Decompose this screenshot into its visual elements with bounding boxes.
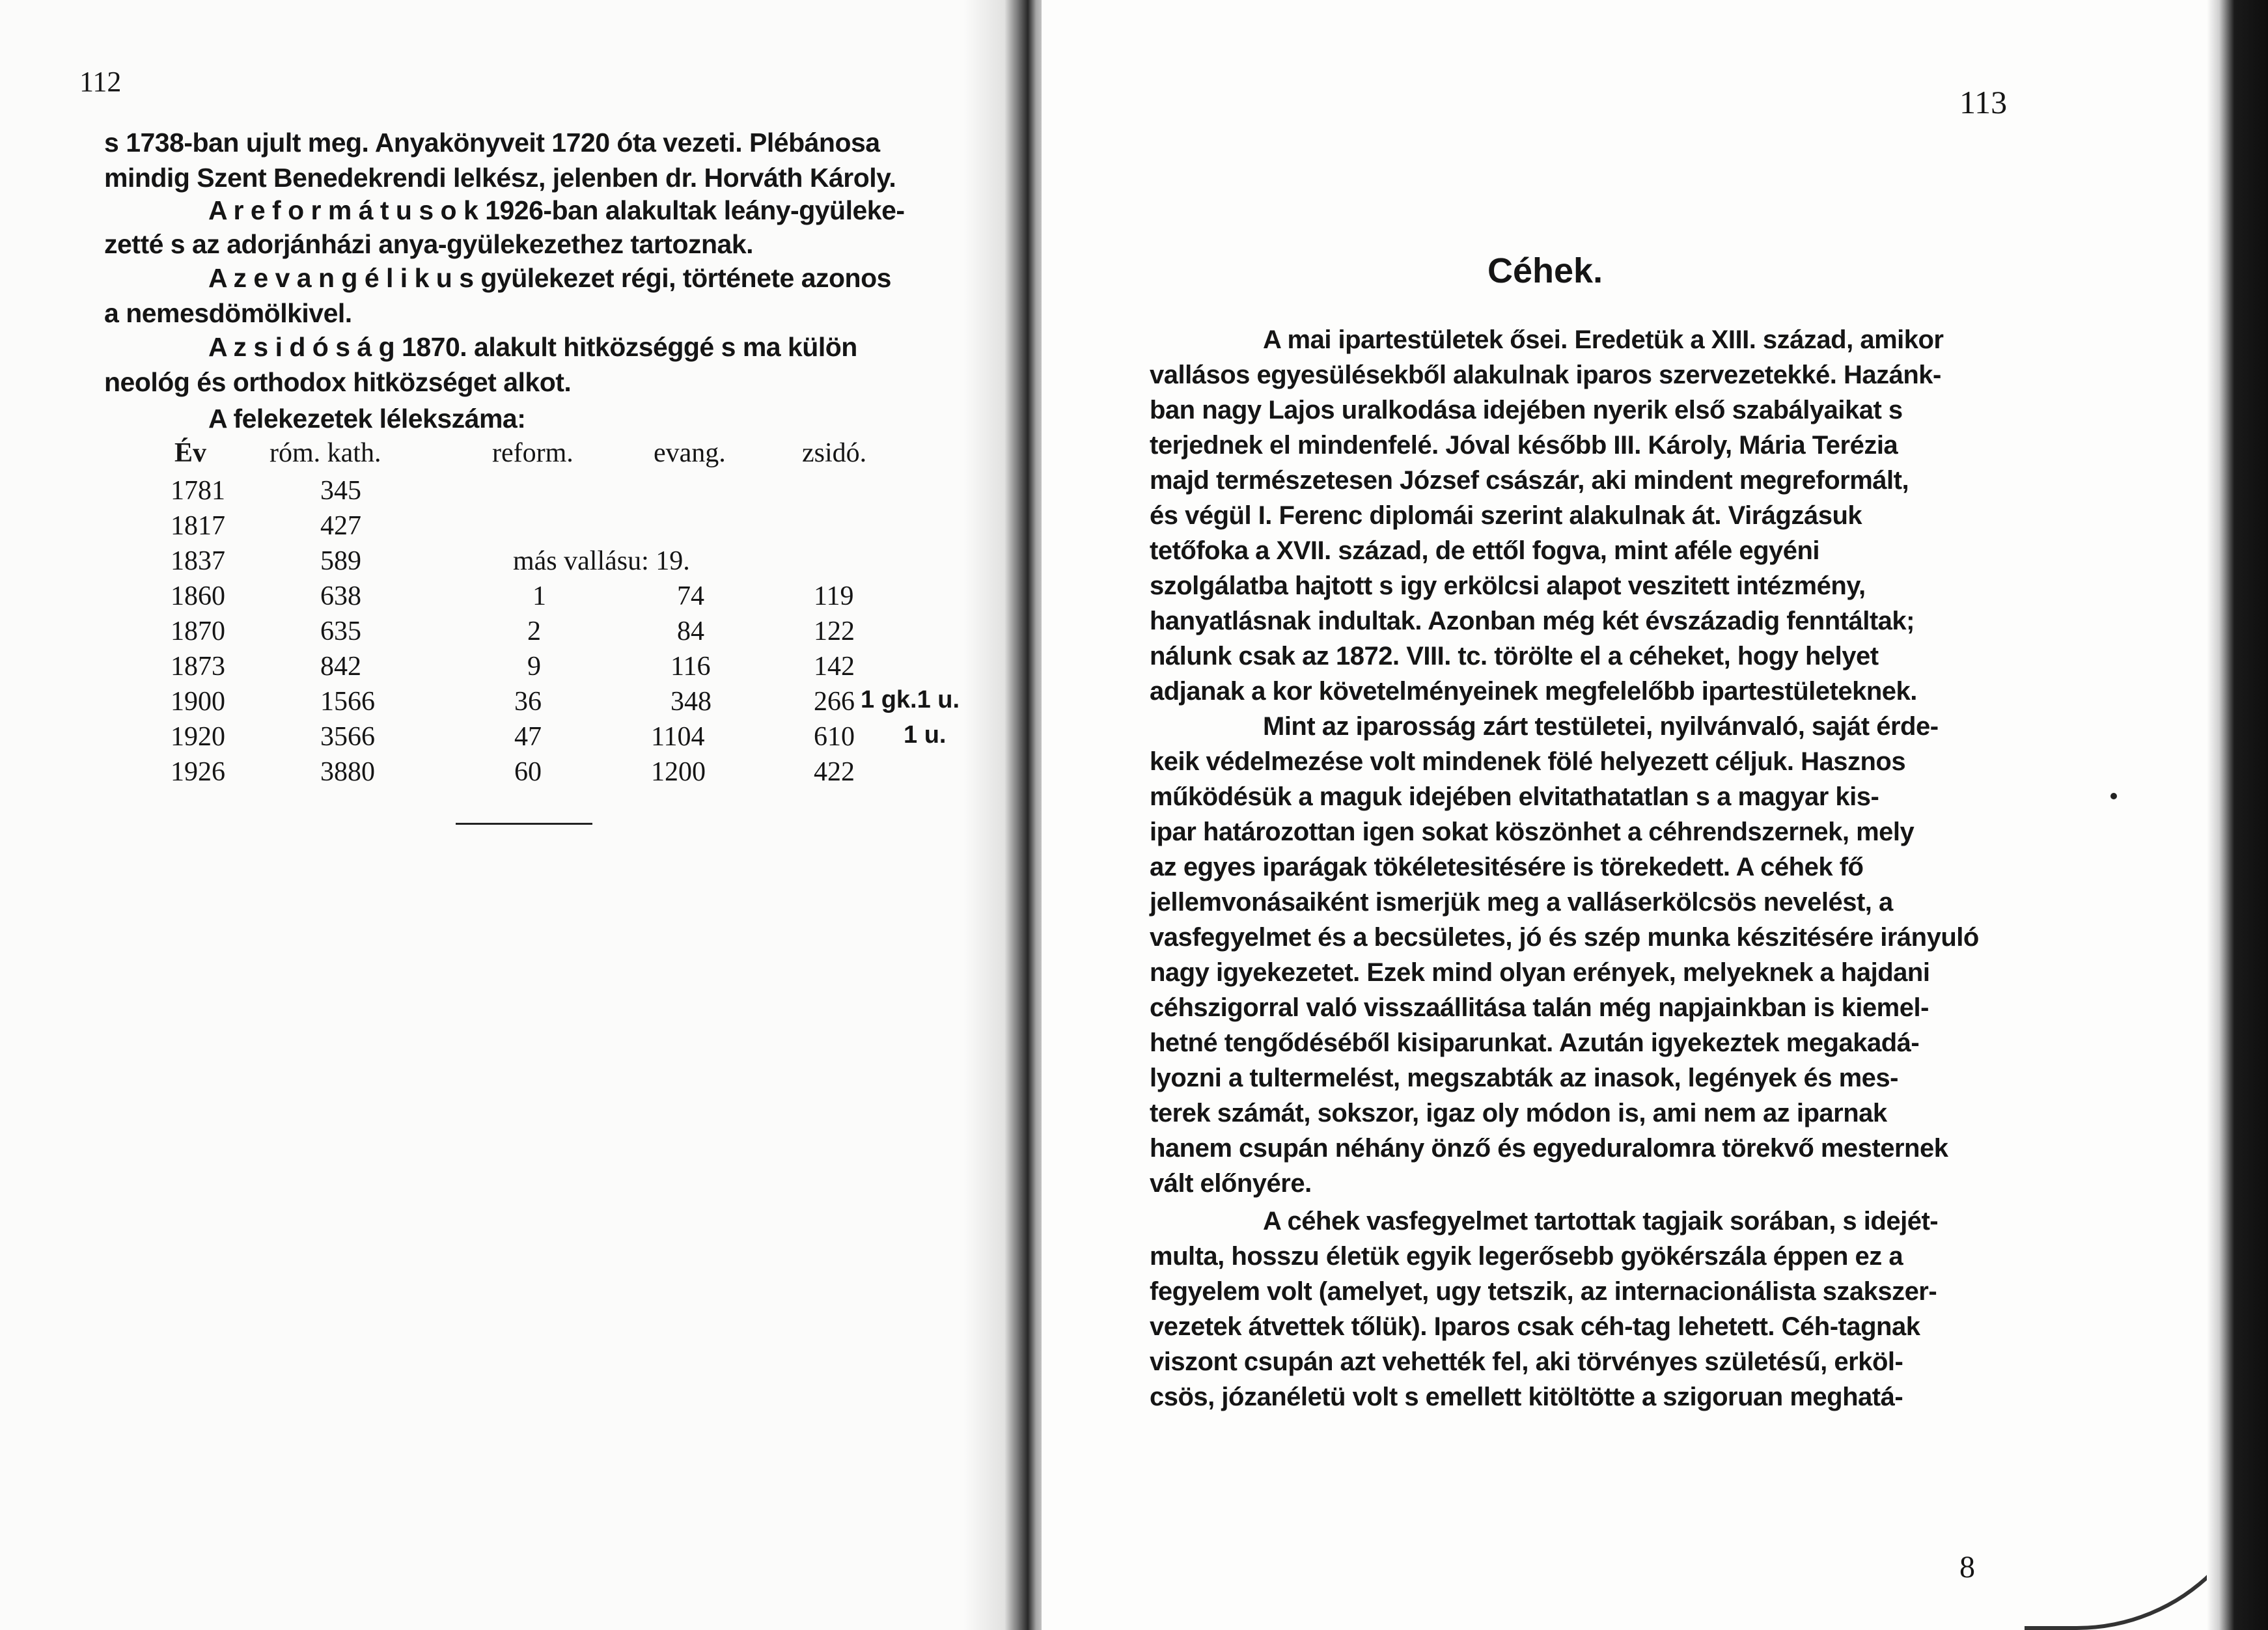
text-line: szolgálatba hajtott s igy erkölcsi alapot veszitett intézmény, bbox=[1150, 572, 1866, 600]
table-cell-jewish: 266 bbox=[814, 687, 855, 717]
table-cell-jewish: 122 bbox=[814, 616, 855, 646]
text-line: vasfegyelmet és a becsületes, jó és szép munka készitésére irányuló bbox=[1150, 923, 1979, 952]
text-line: nagy igyekezetet. Ezek mind olyan erények, melyeknek a hajdani bbox=[1150, 958, 1930, 987]
signature-number: 8 bbox=[1959, 1550, 1975, 1584]
page-number: 112 bbox=[79, 66, 122, 98]
table-cell-catholic: 635 bbox=[320, 616, 361, 646]
table-cell-reformed: 60 bbox=[514, 757, 542, 787]
text-line: keik védelmezése volt mindenek fölé helyezett céljuk. Hasznos bbox=[1150, 747, 1906, 776]
table-cell-year: 1920 bbox=[171, 722, 225, 752]
table-cell-evangelical: 84 bbox=[677, 616, 704, 646]
table-cell-reformed: 1 bbox=[532, 581, 546, 611]
text-line: nálunk csak az 1872. VIII. tc. törölte el a céheket, hogy helyet bbox=[1150, 642, 1879, 670]
text-line: A z e v a n g é l i k u s gyülekezet régi, története azonos bbox=[208, 263, 891, 293]
table-cell-footnote: 1 u. bbox=[904, 721, 947, 749]
book-edge-shadow bbox=[2207, 0, 2268, 1630]
table-cell-year: 1870 bbox=[171, 616, 225, 646]
text-line: csös, józanéletü volt s emellett kitöltötte a szigoruan meghatá- bbox=[1150, 1383, 1903, 1411]
text-line: A r e f o r m á t u s o k 1926-ban alakultak leány-gyüleke- bbox=[208, 195, 905, 225]
table-cell-year: 1926 bbox=[171, 757, 225, 787]
text-line: ban nagy Lajos uralkodása idejében nyerik első szabályaikat s bbox=[1150, 396, 1903, 424]
text-line: A céhek vasfegyelmet tartottak tagjaik sorában, s idejét- bbox=[1263, 1207, 1939, 1236]
table-cell-catholic: 345 bbox=[320, 476, 361, 506]
text-line: neológ és orthodox hitközséget alkot. bbox=[104, 367, 572, 397]
text-line: tetőfoka a XVII. század, de ettől fogva, mint aféle egyéni bbox=[1150, 536, 1820, 565]
text-line: mindig Szent Benedekrendi lelkész, jelenben dr. Horváth Károly. bbox=[104, 163, 896, 193]
text-line: A mai ipartestületek ősei. Eredetük a XIII. század, amikor bbox=[1263, 325, 1944, 354]
table-cell-year: 1873 bbox=[171, 652, 225, 682]
text-line: A felekezetek lélekszáma: bbox=[208, 404, 526, 434]
table-cell-catholic: 427 bbox=[320, 511, 361, 541]
table-header-reformed: reform. bbox=[492, 438, 574, 468]
table-header-jewish: zsidó. bbox=[802, 438, 867, 468]
text-line: a nemesdömölkivel. bbox=[104, 298, 352, 328]
table-cell-reformed: 9 bbox=[527, 652, 541, 682]
table-cell-evangelical: 1104 bbox=[651, 722, 705, 752]
chapter-title: Céhek. bbox=[1487, 251, 1603, 290]
table-cell-reformed: 36 bbox=[514, 687, 542, 717]
text-line: céhszigorral való visszaállitása talán még napjainkban is kiemel- bbox=[1150, 993, 1929, 1022]
text-line: vezetek átvettek tőlük). Iparos csak céh-tag lehetett. Céh-tagnak bbox=[1150, 1312, 1920, 1341]
table-cell-jewish: 422 bbox=[814, 757, 855, 787]
text-line: A z s i d ó s á g 1870. alakult hitközséggé s ma külön bbox=[208, 332, 857, 362]
page-number: 113 bbox=[1959, 84, 2008, 120]
text-line: az egyes iparágak tökéletesitésére is törekedett. A céhek fő bbox=[1150, 853, 1864, 881]
text-line: Mint az iparosság zárt testületei, nyilvánvaló, saját érde- bbox=[1263, 712, 1939, 741]
section-end-rule bbox=[456, 823, 592, 825]
table-header-catholic: róm. kath. bbox=[270, 438, 381, 468]
left-page bbox=[0, 0, 1016, 1630]
table-cell-catholic: 1566 bbox=[320, 687, 375, 717]
table-cell-evangelical: 1200 bbox=[651, 757, 706, 787]
table-header-year: Év bbox=[174, 438, 207, 468]
table-cell-catholic: 842 bbox=[320, 652, 361, 682]
table-cell-year: 1817 bbox=[171, 511, 225, 541]
text-line: hanem csupán néhány önző és egyeduralomra törekvő mesternek bbox=[1150, 1134, 1948, 1163]
table-cell-catholic: 3566 bbox=[320, 722, 375, 752]
table-cell-reformed: 2 bbox=[527, 616, 541, 646]
table-cell-jewish: 610 bbox=[814, 722, 855, 752]
text-line: multa, hosszu életük egyik legerősebb gyökérszála éppen ez a bbox=[1150, 1242, 1903, 1271]
table-cell-year: 1781 bbox=[171, 476, 225, 506]
table-cell-catholic: 3880 bbox=[320, 757, 375, 787]
table-cell-jewish: 119 bbox=[814, 581, 854, 611]
table-cell-evangelical: 348 bbox=[671, 687, 712, 717]
table-cell-evangelical: 74 bbox=[677, 581, 704, 611]
text-line: zetté s az adorjánházi anya-gyülekezethez tartoznak. bbox=[104, 229, 754, 259]
table-cell-jewish: 142 bbox=[814, 652, 855, 682]
text-line: terjednek el mindenfelé. Jóval később III. Károly, Mária Terézia bbox=[1150, 431, 1898, 460]
table-cell-catholic: 589 bbox=[320, 546, 361, 576]
margin-dot bbox=[2110, 793, 2117, 799]
text-line: vallásos egyesülésekből alakulnak iparos szervezetekké. Hazánk- bbox=[1150, 361, 1941, 389]
table-cell-year: 1860 bbox=[171, 581, 225, 611]
text-line: majd természetesen József császár, aki mindent megreformált, bbox=[1150, 466, 1909, 495]
table-cell-evangelical: 116 bbox=[671, 652, 711, 682]
table-cell-catholic: 638 bbox=[320, 581, 361, 611]
text-line: terek számát, sokszor, igaz oly módon is, ami nem az iparnak bbox=[1150, 1099, 1887, 1127]
text-line: jellemvonásaiként ismerjük meg a valláserkölcsös nevelést, a bbox=[1150, 888, 1893, 917]
text-line: fegyelem volt (amelyet, ugy tetszik, az internacionálista szakszer- bbox=[1150, 1277, 1937, 1306]
text-line: lyozni a tultermelést, megszabták az inasok, legények és mes- bbox=[1150, 1064, 1898, 1092]
text-line: vált előnyére. bbox=[1150, 1169, 1312, 1198]
text-line: működésük a maguk idejében elvitathatatlan s a magyar kis- bbox=[1150, 782, 1879, 811]
text-line: s 1738-ban ujult meg. Anyakönyveit 1720 óta vezeti. Plébánosa bbox=[104, 128, 880, 158]
text-line: viszont csupán azt vehették fel, aki törvényes születésű, erköl- bbox=[1150, 1347, 1903, 1376]
table-header-evangelical: evang. bbox=[654, 438, 726, 468]
text-line: ipar határozottan igen sokat köszönhet a céhrendszernek, mely bbox=[1150, 818, 1915, 846]
table-cell-note: más vallásu: 19. bbox=[513, 546, 690, 576]
text-line: és végül I. Ferenc diplomái szerint alakulnak át. Virágzásuk bbox=[1150, 501, 1862, 530]
table-cell-year: 1837 bbox=[171, 546, 225, 576]
table-cell-year: 1900 bbox=[171, 687, 225, 717]
text-line: hetné tengődéséből kisiparunkat. Azután igyekeztek megakadá- bbox=[1150, 1029, 1920, 1057]
text-line: hanyatlásnak indultak. Azonban még két évszázadig fenntáltak; bbox=[1150, 607, 1915, 635]
text-line: adjanak a kor követelményeinek megfelelőbb ipartestületeknek. bbox=[1150, 677, 1917, 706]
table-cell-footnote: 1 gk.1 u. bbox=[861, 686, 960, 713]
table-cell-reformed: 47 bbox=[514, 722, 542, 752]
